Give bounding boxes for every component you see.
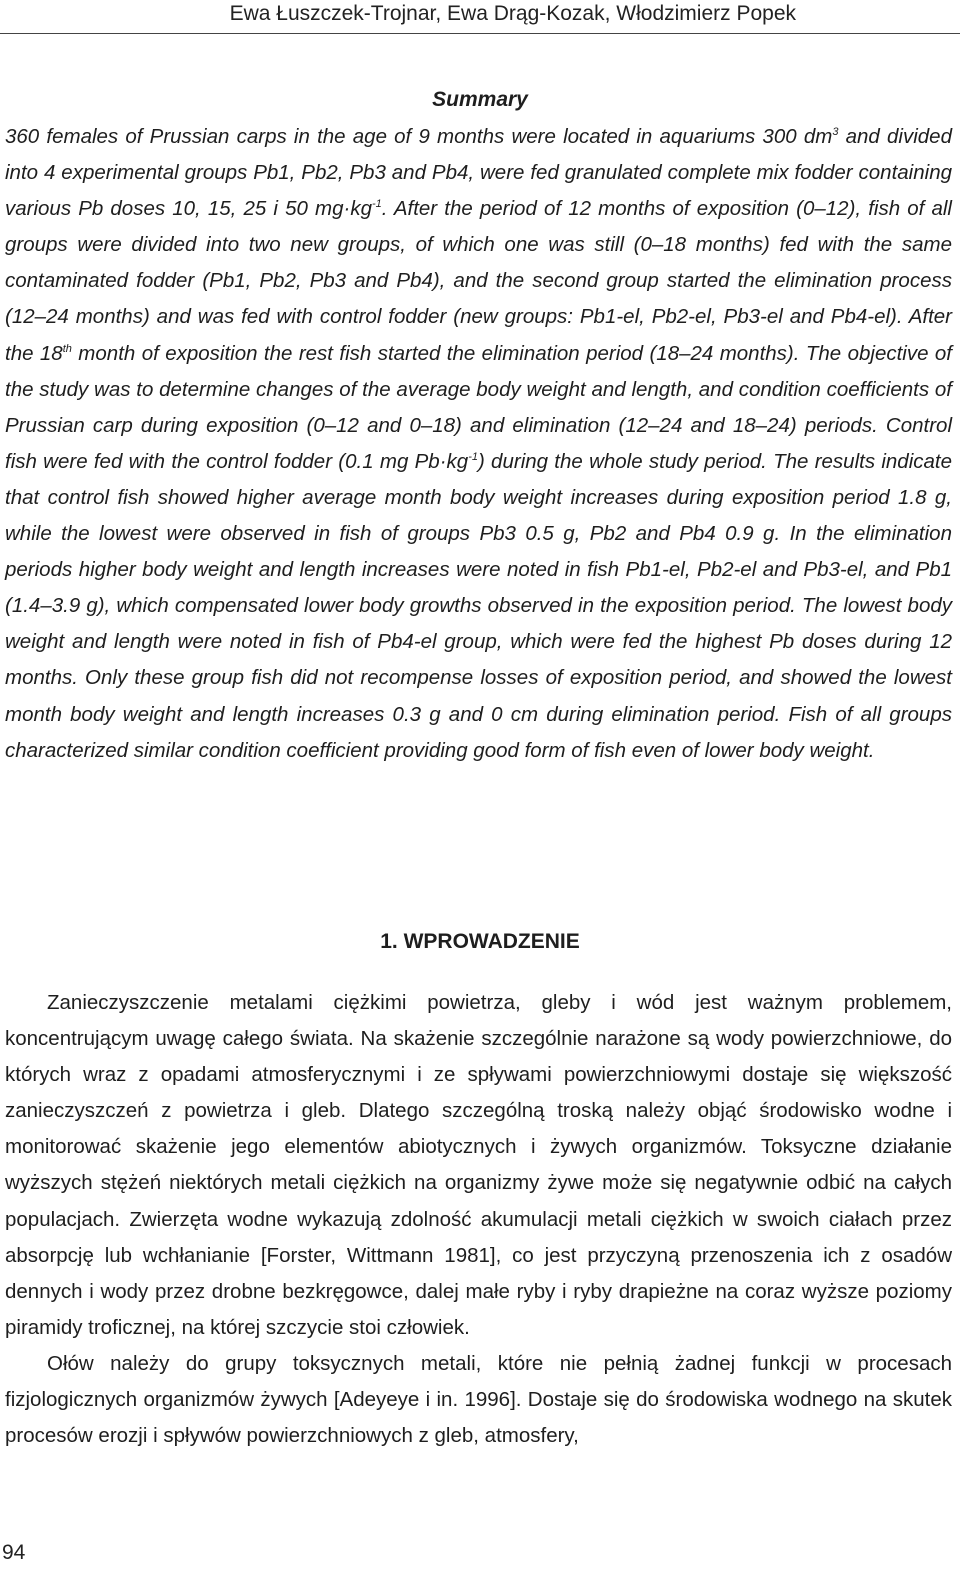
summary-text-1: 360 females of Prussian carps in the age of 9 months were located in aquariums 300 dm [5, 125, 833, 148]
summary-superscript-1: 3 [832, 125, 839, 138]
summary-text-2: and divided into 4 experimental groups Pb1, Pb2, Pb3 and Pb4, were fed granulated complete mix fodder containing various Pb doses 10, 15, 25 i 50 mg·kg [5, 125, 952, 221]
summary-text-5: ) during the whole study period. The results indicate that control fish showed higher average month body weight increases during exposition period 1.8 g, while the lowest were observed in fish of groups Pb3 0.5 g, Pb2 and Pb4 0.9 g. In the elimination periods higher body weight and length increases were noted in fish Pb1-el, Pb2-el and Pb3-el, and Pb1 (1.4–3.9 g), which compensated lower body growths observed in the exposition period. The lowest body weight and length were noted in fish of Pb4-el group, which were fed the highest Pb doses during 12 months. Only these group fish did not recompense losses of exposition period, and showed the lowest month body weight and length increases 0.3 g and 0 cm during elimination period. Fish of all groups characterized similar condition coefficient providing good form of fish even of lower body weight. [5, 449, 952, 762]
summary-text-4: month of exposition the rest fish started the elimination period (18–24 months). The objective of the study was to determine changes of the average body weight and length, and condition coefficients of Prussian carp during exposition (0–12 and 0–18) and elimination (12–24 and 18–24) periods. Control fish were fed with the control fodder (0.1 mg Pb·kg [5, 341, 953, 473]
summary-text-3: . After the period of 12 months of exposition (0–12), fish of all groups were divided into two new groups, of which one was still (0–18 months) fed with the same contaminated fodder (Pb1, Pb2, Pb3 and Pb4), and the second group started the elimination process (12–24 months) and was fed with control fodder (new groups: Pb1-el, Pb2-el, Pb3-el and Pb4-el). After the 18 [5, 197, 952, 365]
running-head-authors: Ewa Łuszczek-Trojnar, Ewa Drąg-Kozak, Włodzimierz Popek [229, 2, 796, 25]
summary-heading: Summary [432, 88, 528, 111]
summary-superscript-3: th [62, 342, 72, 355]
introduction-paragraph-2: Ołów należy do grupy toksycznych metali, które nie pełnią żadnej funkcji w procesach fizjologicznych organizmów żywych [Adeyeye i in. 1996]. Dostaje się do środowiska wodnego na skutek procesów erozji i spływów powierzchniowych z gleb, atmosfery, [5, 1351, 952, 1448]
summary-paragraph [5, 119, 952, 769]
summary-superscript-4: -1 [468, 450, 478, 463]
page-number: 94 [2, 1541, 26, 1564]
introduction-paragraph-1: Zanieczyszczenie metalami ciężkimi powietrza, gleby i wód jest ważnym problemem, koncentrującym uwagę całego świata. Na skażenie szczególnie narażone są wody powierzchniowe, do których wraz z opadami atmosferycznymi i ze spływami powierzchniowymi dostaje się większość zanieczyszczeń z powietrza i gleb. Dlatego szczególną troską należy objąć środowisko wodne i monitorować skażenie jego elementów abiotycznych i żywych organizmów. Toksyczne działanie wyższych stężeń niektórych metali ciężkich na organizmy żywe może się negatywnie odbić na całych populacjach. Zwierzęta wodne wykazują zdolność akumulacji metali ciężkich w swoich ciałach przez absorpcję lub wchłanianie [Forster, Wittmann 1981], co jest przyczyną przenoszenia ich z osadów dennych i wody przez drobne bezkręgowce, dalej małe ryby i ryby drapieżne na coraz wyższe poziomy piramidy troficznej, na której szczycie stoi człowiek. [5, 991, 952, 1339]
introduction-body [5, 985, 952, 1454]
section-heading-introduction: 1. WPROWADZENIE [380, 930, 580, 953]
summary-superscript-2: -1 [371, 197, 382, 210]
header-rule [0, 33, 960, 34]
